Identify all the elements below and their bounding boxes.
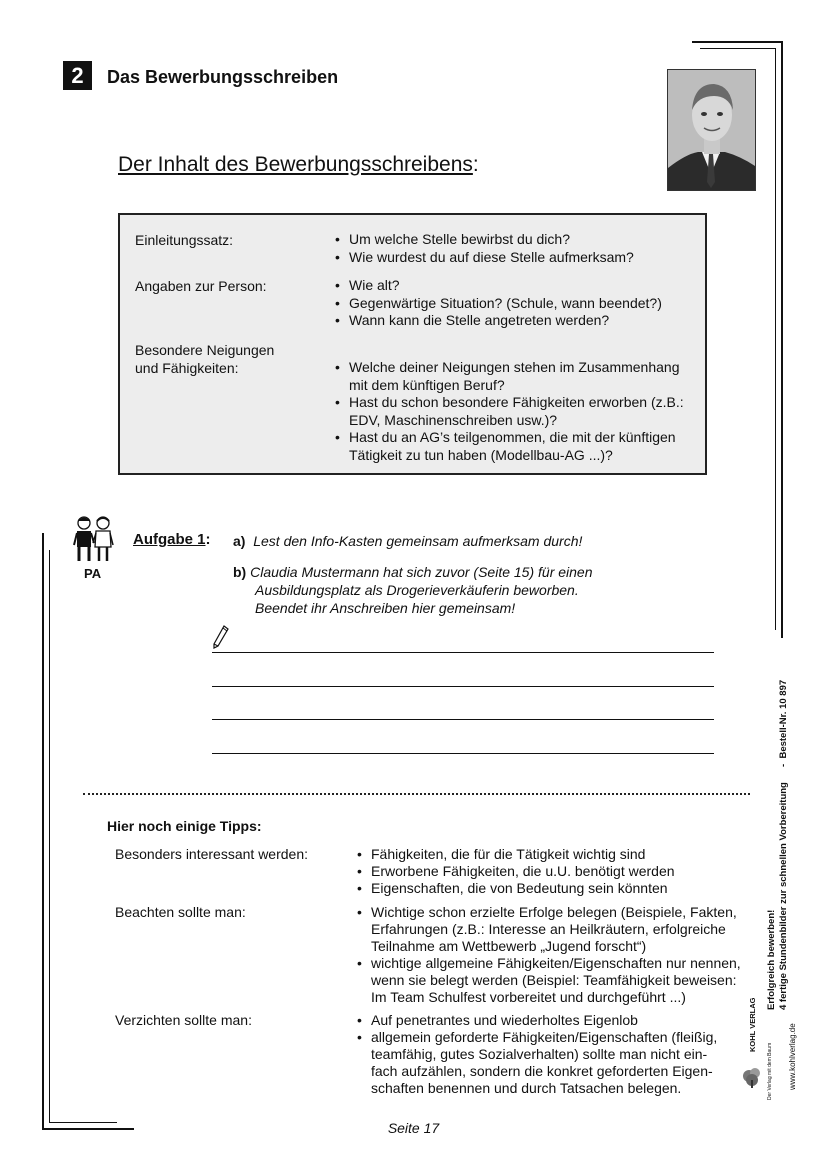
frame-left-inner	[49, 550, 50, 1123]
frame-top-right-inner	[700, 48, 776, 49]
list-item: • Hast du schon besondere Fähigkeiten erworben (z.B.: EDV, Maschinenschreiben usw.)?	[335, 394, 697, 429]
logo-text: KOHL VERLAG	[748, 997, 757, 1052]
portrait-image	[668, 70, 755, 190]
info-list-einleitung	[335, 231, 695, 266]
task-b-prefix: b)	[233, 564, 247, 580]
section-heading-text: Der Inhalt des Bewerbungsschreibens	[118, 153, 473, 176]
section-heading-colon: :	[472, 153, 479, 176]
two-kids-icon	[72, 515, 116, 565]
applicant-photo	[667, 69, 756, 191]
page-number: Seite 17	[387, 1120, 440, 1136]
writing-line[interactable]	[212, 719, 714, 720]
side-title	[766, 770, 778, 1010]
chapter-title: Das Bewerbungsschreiben	[107, 67, 339, 87]
dotted-separator	[83, 793, 750, 795]
section-heading	[118, 153, 479, 177]
info-label-person: Angaben zur Person:	[135, 278, 267, 294]
tips-label-beachten: Beachten sollte man:	[115, 904, 246, 920]
tips-list-beachten	[357, 904, 742, 1006]
list-item: • allgemein geforderte Fähigkeiten/Eigenschaften (fleißig, teamfähig, gutes Sozialverhalten) sollte man nicht einfach aufzählen, sondern die konkret geforderten Eigenschaften benennen und durch Tatsachen belegen.	[357, 1029, 722, 1097]
list-item: • Welche deiner Neigungen stehen im Zusammenhang mit dem künftigen Beruf?	[335, 359, 697, 394]
list-item: • Wie alt?	[335, 277, 695, 295]
info-label-neigungen-line2: und Fähigkeiten:	[135, 360, 239, 376]
side-line1: Erfolgreich bewerben!	[766, 909, 777, 1010]
side-separator: -	[778, 763, 789, 767]
list-item: • Wie wurdest du auf diese Stelle aufmerksam?	[335, 249, 695, 267]
info-list-person	[335, 277, 695, 330]
list-item: • Hast du an AG’s teilgenommen, die mit der künftigen Tätigkeit zu tun haben (Modellbau-AG ...)?	[335, 429, 697, 464]
chapter-number: 2	[63, 61, 92, 90]
list-item: • Fähigkeiten, die für die Tätigkeit wichtig sind	[357, 846, 742, 863]
tips-label-interessant: Besonders interessant werden:	[115, 846, 308, 862]
task-b-line2: Ausbildungsplatz als Drogerieverkäuferin beworben.	[255, 582, 579, 598]
tips-list-interessant	[357, 846, 742, 897]
frame-left-outer	[42, 533, 44, 1130]
task-label-colon: :	[205, 531, 211, 548]
list-item: • Auf penetrantes und wiederholtes Eigenlob	[357, 1012, 722, 1029]
pa-label: PA	[84, 566, 102, 581]
info-list-neigungen	[335, 359, 697, 464]
pencil-icon	[212, 624, 230, 652]
task-a-text: Lest den Info-Kasten gemeinsam aufmerksam durch!	[253, 533, 583, 549]
side-order-number: Bestell-Nr. 10 897	[778, 679, 789, 759]
task-b-line1: Claudia Mustermann hat sich zuvor (Seite 15) für einen	[250, 564, 593, 580]
pencil-icon-svg	[212, 624, 230, 652]
list-item: • Eigenschaften, die von Bedeutung sein könnten	[357, 880, 742, 897]
info-label-einleitung: Einleitungssatz:	[135, 232, 234, 248]
logo-subtext: Der Verlag mit dem Baum	[767, 1042, 773, 1100]
task-b-line3: Beendet ihr Anschreiben hier gemeinsam!	[255, 600, 516, 616]
info-box	[118, 213, 707, 475]
tips-list-verzichten	[357, 1012, 722, 1097]
task-label-text: Aufgabe 1	[133, 531, 206, 548]
list-item: • Erworbene Fähigkeiten, die u.U. benötigt werden	[357, 863, 742, 880]
writing-line[interactable]	[212, 652, 714, 653]
list-item: • Wichtige schon erzielte Erfolge belegen (Beispiele, Fakten, Erfahrungen (z.B.: Interesse an Heilkräutern, erfolgreiche Teilnahme am Wettbewerb „Jugend forscht“)	[357, 904, 742, 955]
task-a	[233, 533, 582, 549]
writing-line[interactable]	[212, 753, 714, 754]
list-item: • wichtige allgemeine Fähigkeiten/Eigenschaften nur nennen, wenn sie belegt werden (Beispiel: Teamfähigkeit beweisen: Im Team Schulfest vorbereitet und durchgeführt ...)	[357, 955, 742, 1006]
partner-work-icon	[72, 515, 116, 565]
side-order	[778, 667, 790, 767]
info-label-neigungen-line1: Besondere Neigungen	[135, 342, 275, 358]
tips-title: Hier noch einige Tipps:	[107, 818, 262, 834]
list-item: • Gegenwärtige Situation? (Schule, wann beendet?)	[335, 295, 695, 313]
list-item: • Um welche Stelle bewirbst du dich?	[335, 231, 695, 249]
writing-line[interactable]	[212, 686, 714, 687]
task-a-prefix: a)	[233, 533, 246, 549]
tips-label-verzichten: Verzichten sollte man:	[115, 1012, 252, 1028]
side-subtitle	[778, 770, 790, 1010]
task-b	[233, 563, 593, 617]
task-label	[133, 531, 211, 548]
frame-right-inner	[775, 48, 776, 630]
info-label-neigungen	[135, 341, 274, 377]
side-url[interactable]: www.kohlverlag.de	[788, 1023, 797, 1090]
frame-top-right-outer	[692, 41, 783, 43]
list-item: • Wann kann die Stelle angetreten werden?	[335, 312, 695, 330]
frame-right-outer	[781, 41, 783, 638]
side-line2: 4 fertige Stundenbilder zur schnellen Vorbereitung	[778, 782, 789, 1010]
